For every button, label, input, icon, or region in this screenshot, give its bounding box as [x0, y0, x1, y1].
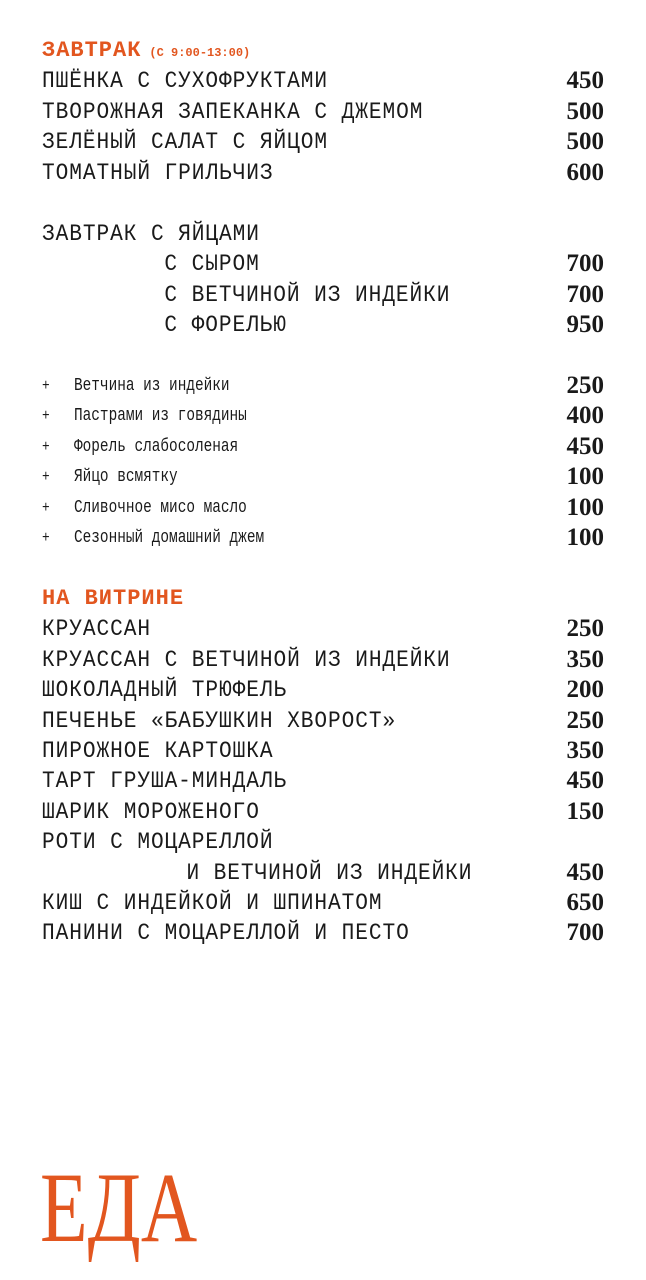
menu-item: ТАРТ ГРУША-МИНДАЛЬ 450 — [42, 767, 604, 794]
addon-item: + Ветчина из индейки 250 — [42, 372, 604, 399]
menu-item: ТВОРОЖНАЯ ЗАПЕКАНКА С ДЖЕМОМ 500 — [42, 98, 604, 125]
page-title: ЕДА — [40, 1152, 198, 1263]
addon-item: + Форель слабосоленая 450 — [42, 433, 604, 460]
menu-item: С ФОРЕЛЬЮ 950 — [164, 311, 604, 338]
menu-item: ТОМАТНЫЙ ГРИЛЬЧИЗ 600 — [42, 159, 604, 186]
menu-item: КИШ С ИНДЕЙКОЙ И ШПИНАТОМ 650 — [42, 889, 604, 916]
addon-item: + Яйцо всмятку 100 — [42, 463, 604, 490]
menu-item: С СЫРОМ 700 — [164, 250, 604, 277]
menu-item: ПШЁНКА С СУХОФРУКТАМИ 450 — [42, 67, 604, 94]
breakfast-hours: (С 9:00-13:00) — [149, 46, 251, 60]
menu-item: ЗЕЛЁНЫЙ САЛАТ С ЯЙЦОМ 500 — [42, 128, 604, 155]
addon-item: + Сезонный домашний джем 100 — [42, 524, 604, 551]
menu-item: ПИРОЖНОЕ КАРТОШКА 350 — [42, 737, 604, 764]
menu-item: КРУАССАН С ВЕТЧИНОЙ ИЗ ИНДЕЙКИ 350 — [42, 646, 604, 673]
menu-group-title: ЗАВТРАК С ЯЙЦАМИ — [42, 221, 260, 247]
section-title-showcase: НА ВИТРИНЕ — [42, 586, 185, 611]
menu-item: ПАНИНИ С МОЦАРЕЛЛОЙ И ПЕСТО 700 — [42, 919, 604, 946]
menu-item: ШАРИК МОРОЖЕНОГО 150 — [42, 798, 604, 825]
addon-item: + Сливочное мисо масло 100 — [42, 494, 604, 521]
menu-item: ПЕЧЕНЬЕ «БАБУШКИН ХВОРОСТ» 250 — [42, 707, 604, 734]
menu-item: ШОКОЛАДНЫЙ ТРЮФЕЛЬ 200 — [42, 676, 604, 703]
addon-item: + Пастрами из говядины 400 — [42, 402, 604, 429]
menu-item-line2: И ВЕТЧИНОЙ ИЗ ИНДЕЙКИ 450 — [186, 859, 604, 886]
menu-item: С ВЕТЧИНОЙ ИЗ ИНДЕЙКИ 700 — [164, 281, 604, 308]
menu-item: КРУАССАН 250 — [42, 615, 604, 642]
section-title-breakfast: ЗАВТРАК (С 9:00-13:00) — [42, 38, 251, 63]
menu-item-line1: РОТИ С МОЦАРЕЛЛОЙ — [42, 829, 274, 855]
